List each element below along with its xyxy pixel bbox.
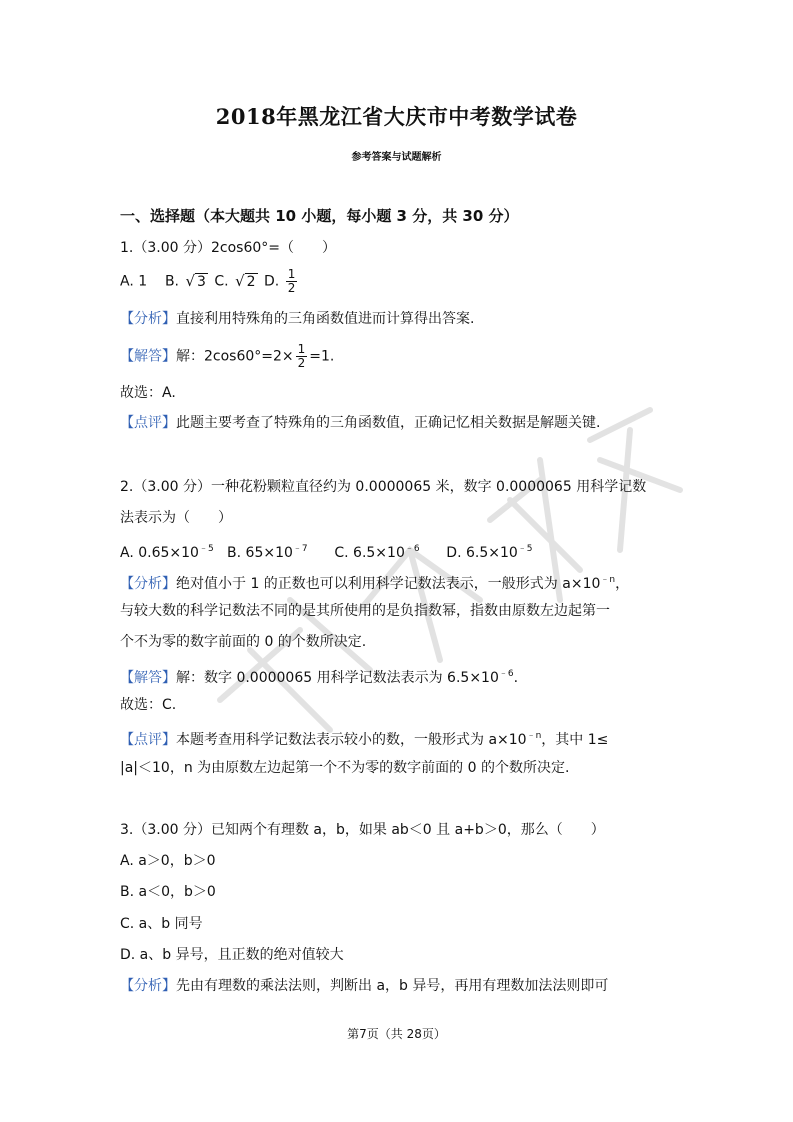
answer-tag: 【解答】 <box>120 348 176 365</box>
q1-options <box>120 268 299 295</box>
q2-option-d: D. $6.5\times 10^{﹣5}$ <box>446 544 533 561</box>
q2-stem-2: 法表示为（ ） <box>120 510 232 526</box>
q3-stem: 3.（3.00 分）已知两个有理数 a，b，如果 ab＜0 且 a+b＞0，那么（ ） <box>120 822 605 838</box>
q2-stem-1: 2.（3.00 分）一种花粉颗粒直径约为 0.0000065 米，数字 0.0000065 用科学记数 <box>120 479 647 495</box>
page-footer: 第7页（共 28页） <box>347 1027 446 1041</box>
q2-option-c: C. $6.5\times 10^{﹣6}$ <box>334 544 420 561</box>
q1-stem: 1.（3.00 分）2cos60°=（ ） <box>120 240 336 256</box>
q1-option-a: A. 1 <box>120 273 148 290</box>
q1-comment: 【点评】此题主要考查了特殊角的三角函数值，正确记忆相关数据是解题关键. <box>120 415 601 431</box>
document-subtitle: 参考答案与试题解析 <box>351 152 442 163</box>
q2-analysis-3: 个不为零的数字前面的 0 的个数所决定. <box>120 634 367 650</box>
sqrt-2: √ 2 <box>235 271 256 290</box>
q2-analysis-2: 与较大数的科学记数法不同的是其所使用的是负指数幂，指数由原数左边起第一 <box>120 603 610 619</box>
q2-choice: 故选：C. <box>120 697 177 713</box>
q2-comment-2: |a|＜10，n 为由原数左边起第一个不为零的数字前面的 0 的个数所决定. <box>120 760 570 776</box>
q1-answer-fraction: $\frac{1}{2}$ <box>297 342 306 370</box>
analysis-tag: 【分析】 <box>120 311 176 327</box>
q1-option-c: C. <box>214 273 229 290</box>
comment-tag: 【点评】 <box>120 415 176 431</box>
q2-comment-1: 【点评】本题考查用科学记数法表示较小的数，一般形式为 $a\times 10^{﹣n}$，其中 1≤ <box>120 731 609 748</box>
q3-analysis: 【分析】先由有理数的乘法法则，判断出 a，b 异号，再用有理数加法法则即可 <box>120 978 609 994</box>
q3-option-d: D. a、b 异号，且正数的绝对值较大 <box>120 947 344 963</box>
q1-analysis: 【分析】直接利用特殊角的三角函数值进而计算得出答案. <box>120 311 475 327</box>
q3-option-a: A. a＞0，b＞0 <box>120 853 216 869</box>
q3-option-c: C. a、b 同号 <box>120 916 203 932</box>
section-heading: 一、选择题（本大题共 10 小题，每小题 3 分，共 30 分） <box>120 207 519 225</box>
q1-answer: 【解答】解：2cos60°=2× $\frac{1}{2}$ =1. <box>120 342 335 370</box>
q2-answer: 【解答】解：数字 0.0000065 用科学记数法表示为 $6.5\times 10^{﹣6}$. <box>120 669 519 686</box>
q2-options <box>120 539 533 563</box>
q1-choice: 故选：A. <box>120 385 176 401</box>
q1-option-b: B. <box>164 273 180 290</box>
q1-option-d: D. <box>264 273 280 290</box>
q1-fraction: $\frac{1}{2}$ <box>287 267 296 295</box>
sqrt-3: √ 3 <box>185 271 206 290</box>
q2-analysis-1: 【分析】绝对值小于 1 的正数也可以利用科学记数法表示，一般形式为 $a\times 10^{﹣n}$， <box>120 575 630 592</box>
q3-option-b: B. a＜0，b＞0 <box>120 884 216 900</box>
document-title: 2018年黑龙江省大庆市中考数学试卷 <box>215 104 578 129</box>
q2-option-a: A. $0.65\times 10^{﹣5}$ <box>120 544 214 561</box>
q2-option-b: B. $65\times 10^{﹣7}$ <box>227 544 308 561</box>
